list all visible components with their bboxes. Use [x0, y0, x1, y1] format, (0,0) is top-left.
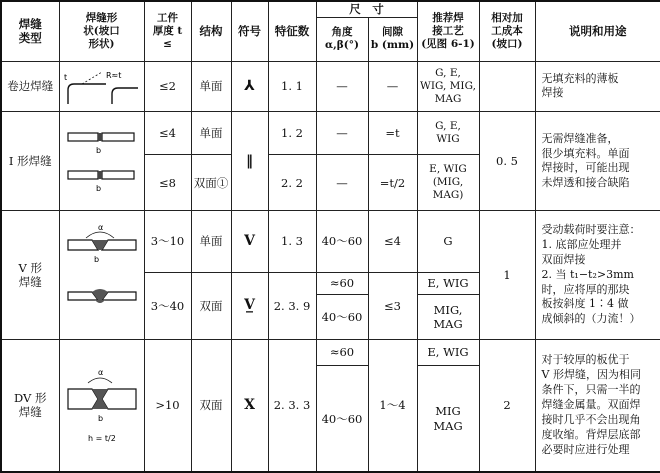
dv-weld-gap: 1～4	[368, 339, 417, 472]
dv-weld-process-a: E, WIG	[417, 339, 479, 366]
i-weld-angle-2: —	[316, 155, 368, 211]
header-usage: 说明和用途	[535, 1, 660, 61]
v-weld-gap-1: ≤4	[368, 211, 417, 272]
i-weld-process-2: E, WIG (MIG, MAG)	[417, 155, 479, 211]
dv-weld-symbol: X	[231, 339, 268, 472]
i-weld-usage: 无需焊缝准备， 很少填充料。单面 焊接时，可能出现 未焊透和接合缺陷	[535, 112, 660, 211]
i-weld-process-1: G, E, WIG	[417, 112, 479, 155]
v-weld-structure-1: 单面	[191, 211, 231, 272]
flange-gap: —	[368, 61, 417, 112]
flange-r-label: R≈t	[105, 71, 121, 81]
dv-weld-angle-a: ≈60	[316, 339, 368, 366]
dv-weld-b-label: b	[97, 414, 103, 424]
figure-v-weld	[59, 211, 144, 339]
v-weld-diagram	[62, 216, 142, 334]
flange-structure: 单面	[191, 61, 231, 112]
dv-weld-feature: 2. 3. 3	[268, 339, 316, 472]
v-weld-usage: 受动载荷时要注意： 1. 底部应处理并 双面焊接 2. 当 t₁−t₂>3mm 时，应将厚的那块 板按斜度 1∶4 做 成倾斜的（力流！）	[535, 211, 660, 339]
v-weld-symbol-2: V̲	[231, 272, 268, 339]
dv-weld-diagram	[62, 345, 142, 465]
flange-process: G, E, WIG, MIG, MAG	[417, 61, 479, 112]
flange-thickness: ≤2	[144, 61, 191, 112]
header-process: 推荐焊 接工艺 (见图 6-1)	[417, 1, 479, 61]
type-i-weld: I 形焊缝	[1, 112, 59, 211]
header-symbol: 符号	[231, 1, 268, 61]
i-weld-symbol: ‖	[231, 112, 268, 211]
flange-cost	[479, 61, 535, 112]
i-weld-feature-1: 1. 2	[268, 112, 316, 155]
dv-weld-cost: 2	[479, 339, 535, 472]
header-weld-type: 焊缝 类型	[1, 1, 59, 61]
i-weld-angle-1: —	[316, 112, 368, 155]
v-weld-thickness-2: 3～40	[144, 272, 191, 339]
dv-weld-h-label: h = t/2	[87, 434, 116, 444]
dv-weld-structure: 双面	[191, 339, 231, 472]
v-weld-angle-1: 40～60	[316, 211, 368, 272]
v-weld-feature-2: 2. 3. 9	[268, 272, 316, 339]
header-angle: 角度 α,β(°)	[316, 17, 368, 61]
v-weld-angle-2b: 40～60	[316, 295, 368, 340]
v-weld-angle-2a: ≈60	[316, 272, 368, 294]
header-gap: 间隙 b (mm)	[368, 17, 417, 61]
type-flange: 卷边焊缝	[1, 61, 59, 112]
i-weld-thickness-2: ≤8	[144, 155, 191, 211]
flange-t-label: t	[63, 73, 67, 83]
flange-weld-diagram	[62, 64, 142, 108]
figure-dv-weld	[59, 339, 144, 472]
dv-weld-usage: 对于较厚的板优于 V 形焊缝，因为相同 条件下，只需一半的 焊缝金属量。双面焊 接时几乎不会出现角 度收缩。背焊层底部 必要时应进行处理	[535, 339, 660, 472]
flange-symbol: ⅄	[231, 61, 268, 112]
i-weld-thickness-1: ≤4	[144, 112, 191, 155]
v-weld-gap-2: ≤3	[368, 272, 417, 339]
v-weld-symbol-1: V	[231, 211, 268, 272]
i-weld-gap-2: =t/2	[368, 155, 417, 211]
figure-i-weld	[59, 112, 144, 211]
i-weld-diagram	[62, 121, 142, 201]
i-weld-feature-2: 2. 2	[268, 155, 316, 211]
i-weld-cost: 0. 5	[479, 112, 535, 211]
figure-flange	[59, 61, 144, 112]
flange-usage: 无填充料的薄板 焊接	[535, 61, 660, 112]
header-weld-shape: 焊缝形 状(坡口 形状)	[59, 1, 144, 61]
v-weld-process-2a: E, WIG	[417, 272, 479, 294]
header-dimensions: 尺 寸	[316, 1, 417, 17]
dv-weld-angle-b: 40～60	[316, 366, 368, 472]
v-weld-structure-2: 双面	[191, 272, 231, 339]
v-weld-process-1: G	[417, 211, 479, 272]
header-thickness: 工件 厚度 t ≤	[144, 1, 191, 61]
i-weld-structure-1: 单面	[191, 112, 231, 155]
type-dv-weld: DV 形 焊缝	[1, 339, 59, 472]
v-weld-cost: 1	[479, 211, 535, 339]
type-v-weld: V 形 焊缝	[1, 211, 59, 339]
v-weld-b-label: b	[93, 255, 99, 265]
flange-angle: —	[316, 61, 368, 112]
header-feature-number: 特征数	[268, 1, 316, 61]
v-weld-process-2b: MIG, MAG	[417, 295, 479, 340]
dv-weld-alpha-label: α	[97, 368, 103, 378]
i-weld-b-label-1: b	[95, 146, 101, 156]
v-weld-feature-1: 1. 3	[268, 211, 316, 272]
dv-weld-process-b: MIG MAG	[417, 366, 479, 472]
flange-feature: 1. 1	[268, 61, 316, 112]
i-weld-b-label-2: b	[95, 184, 101, 194]
v-weld-alpha-label: α	[97, 223, 103, 233]
v-weld-thickness-1: 3～10	[144, 211, 191, 272]
i-weld-gap-1: =t	[368, 112, 417, 155]
header-structure: 结构	[191, 1, 231, 61]
i-weld-structure-2: 双面①	[191, 155, 231, 211]
header-cost: 相对加 工成本 (坡口)	[479, 1, 535, 61]
dv-weld-thickness: >10	[144, 339, 191, 472]
